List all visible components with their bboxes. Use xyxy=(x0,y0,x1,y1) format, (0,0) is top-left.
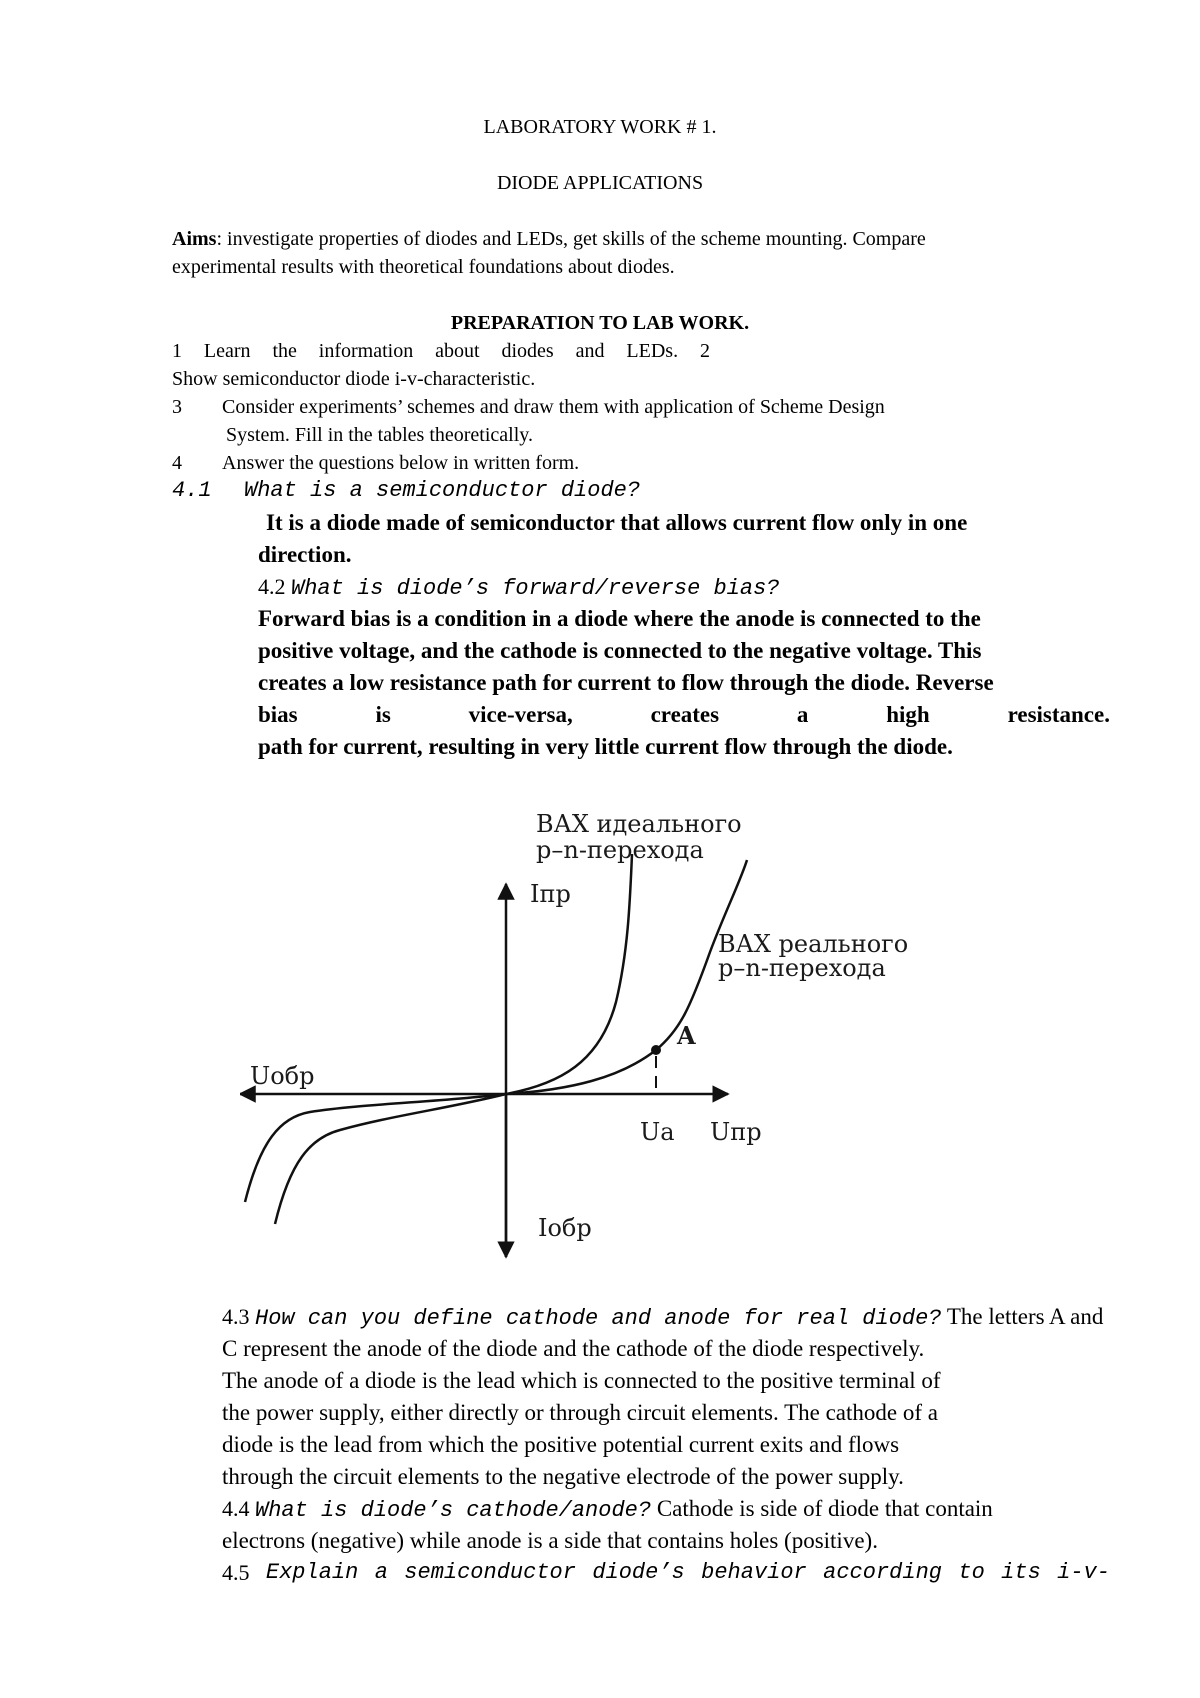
q43-number: 4.3 xyxy=(222,1304,250,1329)
label-ideal-line-2: p–n-перехода xyxy=(536,836,704,864)
diode-iv-characteristic-figure xyxy=(240,812,960,1282)
q42-answer-line-1: Forward bias is a condition in a diode where the anode is connected to the xyxy=(258,606,981,631)
prep-item-1-word: about xyxy=(435,340,480,362)
q42-line-4-word: creates xyxy=(650,702,720,727)
axis-label-reverse-voltage: Uобр xyxy=(250,1062,315,1090)
aims-text-1: : investigate properties of diodes and LEDs, get skills of the scheme mounting. Compare xyxy=(216,228,926,250)
point-ua-label: Ua xyxy=(640,1118,675,1146)
prep-item-1-word: 1 xyxy=(172,340,182,362)
point-a-marker xyxy=(651,1045,661,1055)
q45-number: 4.5 xyxy=(222,1560,250,1585)
point-a-label: A xyxy=(677,1021,696,1050)
q43-answer-line-3: The anode of a diode is the lead which is connected to the positive terminal of xyxy=(222,1368,941,1393)
label-real-line-1: ВАХ реального xyxy=(718,930,909,958)
q42-number: 4.2 xyxy=(258,574,286,599)
q45-question-word: a xyxy=(374,1560,388,1585)
prep-item-1-word: LEDs. xyxy=(626,340,679,362)
axis-label-forward-voltage: Uпр xyxy=(710,1118,762,1146)
prep-item-4-number: 4 xyxy=(172,452,182,474)
prep-item-3-line-2: System. Fill in the tables theoretically. xyxy=(226,424,533,446)
prep-item-1-word: Learn xyxy=(203,340,251,362)
q41-question: What is a semiconductor diode? xyxy=(244,478,641,503)
document-subtitle: DIODE APPLICATIONS xyxy=(496,172,704,194)
preparation-heading: PREPARATION TO LAB WORK. xyxy=(450,312,750,334)
prep-item-1-word: and xyxy=(575,340,605,362)
q42-line xyxy=(258,574,779,601)
prep-item-3-line-1: Consider experiments’ schemes and draw them with application of Scheme Design xyxy=(222,396,885,418)
q45-line xyxy=(222,1560,1110,1586)
q42-answer-line-3: creates a low resistance path for current to flow through the diode. Reverse xyxy=(258,670,994,695)
q44-line-1 xyxy=(222,1496,993,1523)
prep-item-3-number: 3 xyxy=(172,396,182,418)
q42-line-4-word: vice-versa, xyxy=(468,702,573,727)
q42-line-4-word: bias xyxy=(258,702,298,727)
document-title: LABORATORY WORK # 1. xyxy=(483,116,717,138)
prep-item-1-word: the xyxy=(272,340,297,362)
prep-item-1-word: diodes xyxy=(501,340,554,362)
q44-number: 4.4 xyxy=(222,1496,250,1521)
q45-question-word: diode’s xyxy=(592,1560,685,1585)
ideal-reverse-curve xyxy=(245,1094,506,1202)
q42-line-4-word: is xyxy=(375,702,391,727)
q44-answer-line-2: electrons (negative) while anode is a side that contains holes (positive). xyxy=(222,1528,878,1553)
q43-answer-line-2: C represent the anode of the diode and the cathode of the diode respectively. xyxy=(222,1336,925,1361)
q42-answer-line-2: positive voltage, and the cathode is connected to the negative voltage. This xyxy=(258,638,982,663)
q45-question-word: according xyxy=(823,1560,942,1585)
prep-item-2: Show semiconductor diode i-v-characteristic. xyxy=(172,368,536,390)
q45-question-word: to xyxy=(958,1560,985,1585)
axis-label-reverse-current: Iобр xyxy=(538,1214,592,1242)
q43-line-1 xyxy=(222,1304,1110,1331)
label-ideal-line-1: ВАХ идеального xyxy=(536,812,742,838)
prep-item-1-word: 2 xyxy=(699,340,710,362)
q41-answer-line-2: direction. xyxy=(258,542,352,567)
aims-line-2: experimental results with theoretical foundations about diodes. xyxy=(172,256,675,278)
q42-answer-line-5: path for current, resulting in very little current flow through the diode. xyxy=(258,734,953,759)
q43-answer-line-4: the power supply, either directly or through circuit elements. The cathode of a xyxy=(222,1400,938,1425)
q42-line-4-word: resistance. xyxy=(1007,702,1110,727)
q42-line-4-word: high xyxy=(886,702,930,727)
q45-question-word: semiconductor xyxy=(404,1560,576,1585)
q43-answer-start: The letters A and xyxy=(941,1304,1104,1329)
real-reverse-curve xyxy=(275,1094,506,1224)
q43-answer-line-6: through the circuit elements to the negative electrode of the power supply. xyxy=(222,1464,904,1489)
prep-item-1 xyxy=(172,340,710,363)
prep-item-4-text: Answer the questions below in written form. xyxy=(222,452,580,474)
q45-question-word: its xyxy=(1001,1560,1041,1585)
q45-question-word: i-v- xyxy=(1057,1560,1110,1585)
q41-number: 4.1 xyxy=(172,478,212,503)
aims-line-1 xyxy=(172,228,926,251)
q42-line-4-word: a xyxy=(796,702,809,727)
q45-question-word: Explain xyxy=(265,1560,359,1585)
q42-answer-line-4 xyxy=(258,702,1110,728)
q43-answer-line-5: diode is the lead from which the positive potential current exits and flows xyxy=(222,1432,900,1457)
q45-question-word: behavior xyxy=(701,1560,807,1585)
q44-answer-start: Cathode is side of diode that contain xyxy=(651,1496,993,1521)
label-real-line-2: p–n-перехода xyxy=(718,954,886,982)
prep-item-1-word: information xyxy=(318,340,414,362)
q42-question: What is diode’s forward/reverse bias? xyxy=(291,576,780,601)
q44-question: What is diode’s cathode/anode? xyxy=(255,1498,652,1523)
q41-answer-line-1: It is a diode made of semiconductor that allows current flow only in one xyxy=(266,510,968,535)
q43-question: How can you define cathode and anode for real diode? xyxy=(255,1306,942,1331)
aims-label: Aims xyxy=(172,228,217,250)
axis-label-forward-current: Iпр xyxy=(530,880,571,908)
